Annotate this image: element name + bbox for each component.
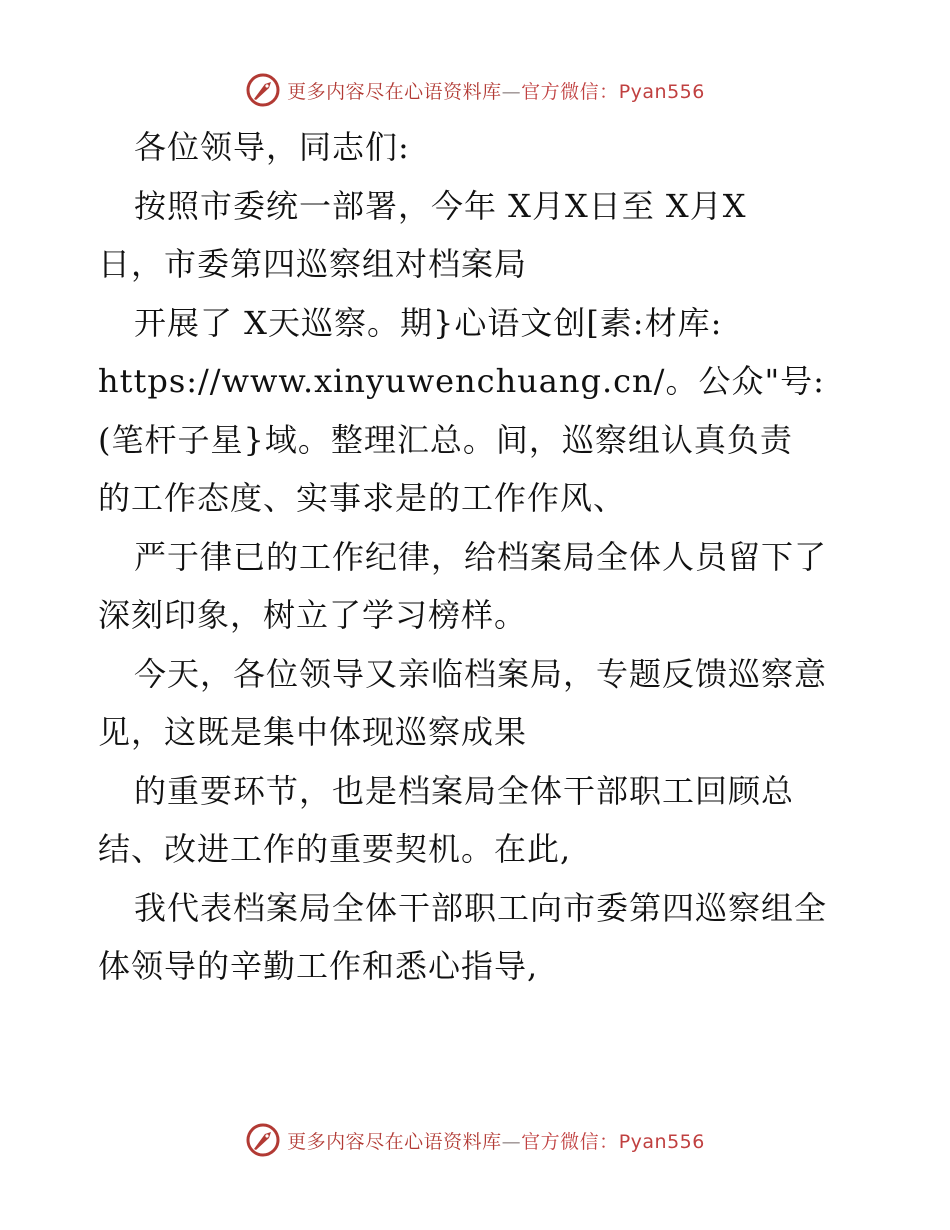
document-line: 见，这既是集中体现巡察成果 xyxy=(98,713,528,751)
document-line: 严于律已的工作纪律，给档案局全体人员留下了 xyxy=(134,537,828,576)
document-line: 深刻印象，树立了学习榜样。 xyxy=(98,596,528,634)
banner-wechat-id: Pyan556 xyxy=(618,80,705,103)
banner-dash: — xyxy=(501,80,522,103)
pen-nib-logo-icon xyxy=(245,72,281,108)
header-banner xyxy=(0,70,950,110)
banner-wechat-label: 官方微信： xyxy=(521,1130,619,1153)
banner-site-name: 更多内容尽在心语资料库 xyxy=(287,80,502,103)
document-body xyxy=(98,118,858,996)
document-line: https://www.xinyuwenchuang.cn/。公众"号: xyxy=(98,362,825,400)
document-line: 各位领导，同志们: xyxy=(134,128,410,166)
banner-wechat-id: Pyan556 xyxy=(618,1130,705,1153)
document-line: 开展了 X天巡察。期}心语文创[素:材库: xyxy=(134,303,723,342)
document-line: (笔杆子星}域。整理汇总。间，巡察组认真负责 xyxy=(98,420,793,459)
banner-dash: — xyxy=(501,1130,522,1153)
document-line: 结、改进工作的重要契机。在此, xyxy=(98,830,572,868)
document-line: 今天，各位领导又亲临档案局，专题反馈巡察意 xyxy=(134,654,828,693)
footer-banner xyxy=(0,1120,950,1160)
pen-nib-logo-icon xyxy=(245,1122,281,1158)
document-line: 日，市委第四巡察组对档案局 xyxy=(98,245,528,283)
document-line: 的重要环节，也是档案局全体干部职工回顾总 xyxy=(134,771,795,810)
document-line: 体领导的辛勤工作和悉心指导, xyxy=(98,947,539,985)
banner-wechat-label: 官方微信： xyxy=(521,80,619,103)
banner-text xyxy=(287,1127,705,1154)
document-line: 我代表档案局全体干部职工向市委第四巡察组全 xyxy=(134,888,828,927)
banner-site-name: 更多内容尽在心语资料库 xyxy=(287,1130,502,1153)
banner-text xyxy=(287,77,705,104)
document-line: 按照市委统一部署，今年 X月X日至 X月X xyxy=(134,186,747,225)
document-line: 的工作态度、实事求是的工作作风、 xyxy=(98,479,627,517)
